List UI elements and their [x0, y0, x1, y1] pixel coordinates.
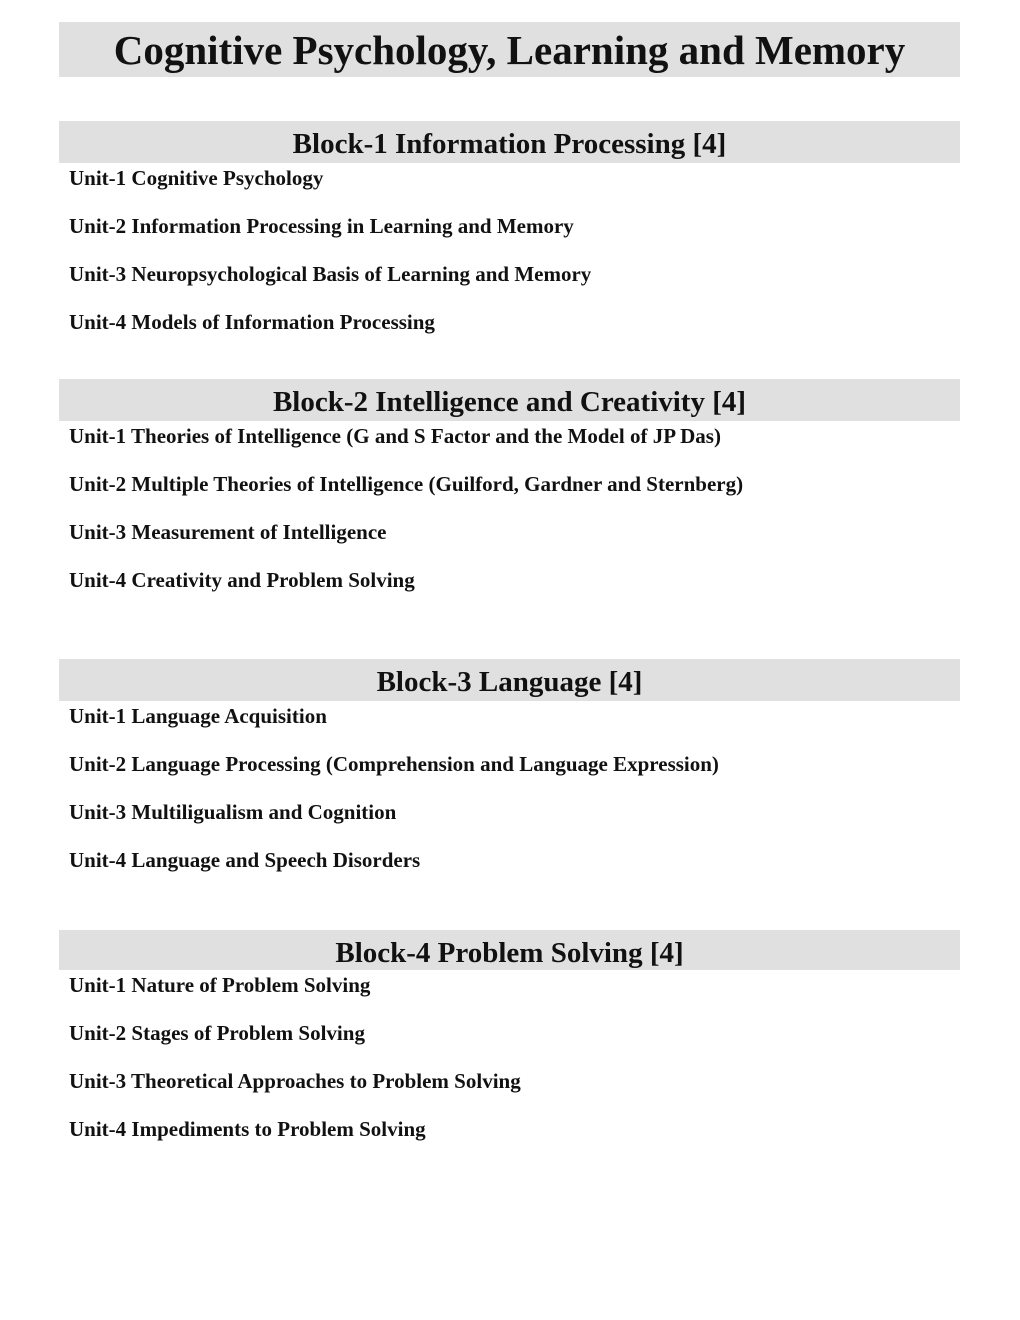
unit-item: Unit-3 Theoretical Approaches to Problem Solving: [69, 1069, 521, 1093]
page-title: Cognitive Psychology, Learning and Memory: [59, 22, 960, 77]
unit-list: [59, 163, 960, 355]
unit-item: Unit-2 Information Processing in Learning and Memory: [69, 214, 574, 238]
unit-item: Unit-4 Impediments to Problem Solving: [69, 1117, 426, 1141]
block-heading: Block-3 Language [4]: [59, 659, 960, 701]
block-2: [59, 379, 960, 613]
unit-item: Unit-2 Stages of Problem Solving: [69, 1021, 365, 1045]
unit-list: [59, 421, 960, 613]
block-heading: Block-4 Problem Solving [4]: [59, 930, 960, 970]
unit-item: Unit-1 Language Acquisition: [69, 704, 327, 728]
unit-list: [59, 970, 960, 1162]
unit-item: Unit-1 Nature of Problem Solving: [69, 973, 371, 997]
unit-item: Unit-2 Multiple Theories of Intelligence (Guilford, Gardner and Sternberg): [69, 472, 744, 496]
unit-item: Unit-4 Language and Speech Disorders: [69, 848, 421, 872]
unit-item: Unit-1 Cognitive Psychology: [69, 166, 324, 190]
unit-item: Unit-2 Language Processing (Comprehension and Language Expression): [69, 752, 719, 776]
unit-item: Unit-4 Models of Information Processing: [69, 310, 435, 334]
block-1: [59, 121, 960, 355]
block-4: [59, 930, 960, 1162]
block-heading: Block-1 Information Processing [4]: [59, 121, 960, 163]
unit-list: [59, 701, 960, 893]
block-3: [59, 659, 960, 893]
block-heading: Block-2 Intelligence and Creativity [4]: [59, 379, 960, 421]
unit-item: Unit-4 Creativity and Problem Solving: [69, 568, 415, 592]
unit-item: Unit-3 Neuropsychological Basis of Learning and Memory: [69, 262, 592, 286]
unit-item: Unit-1 Theories of Intelligence (G and S Factor and the Model of JP Das): [69, 424, 721, 448]
unit-item: Unit-3 Multiligualism and Cognition: [69, 800, 397, 824]
unit-item: Unit-3 Measurement of Intelligence: [69, 520, 387, 544]
